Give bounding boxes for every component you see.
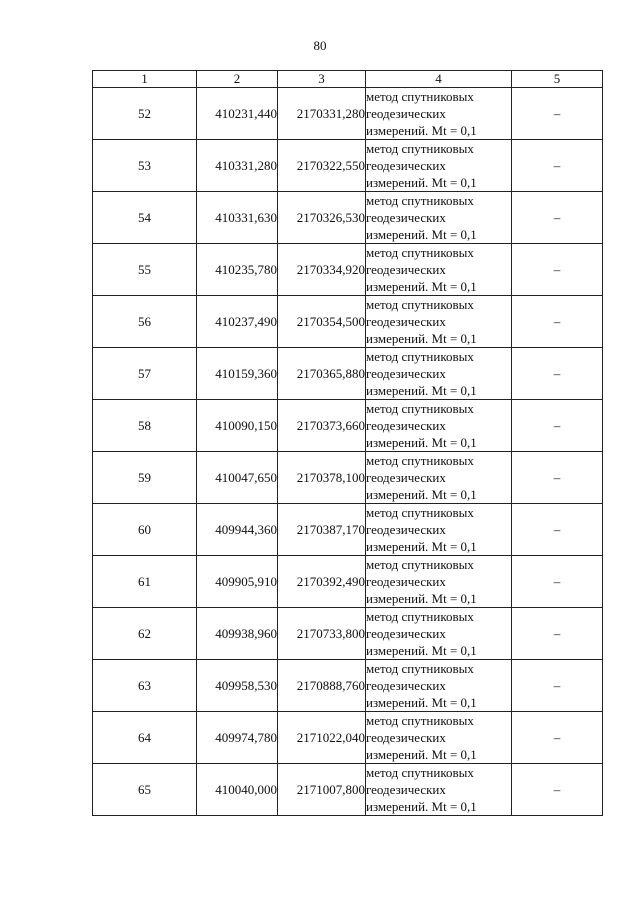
method-line-1: метод спутниковых xyxy=(366,349,474,364)
method-cell xyxy=(366,712,512,764)
method-line-2: геодезических xyxy=(366,782,446,797)
column-header-2: 2 xyxy=(197,71,278,88)
point-number: 57 xyxy=(93,348,197,400)
table-header-row xyxy=(93,71,603,88)
note-cell: – xyxy=(512,140,603,192)
method-cell xyxy=(366,348,512,400)
note-cell: – xyxy=(512,192,603,244)
method-line-3: измерений. Mt = 0,1 xyxy=(366,435,477,450)
coordinate-y: 2170354,500 xyxy=(278,296,366,348)
note-cell: – xyxy=(512,764,603,816)
coordinate-y: 2170888,760 xyxy=(278,660,366,712)
coordinate-y: 2171022,040 xyxy=(278,712,366,764)
point-number: 52 xyxy=(93,88,197,140)
point-number: 60 xyxy=(93,504,197,556)
table-row xyxy=(93,400,603,452)
coordinate-x: 409944,360 xyxy=(197,504,278,556)
method-line-2: геодезических xyxy=(366,366,446,381)
note-cell: – xyxy=(512,712,603,764)
point-number: 58 xyxy=(93,400,197,452)
method-line-3: измерений. Mt = 0,1 xyxy=(366,695,477,710)
note-cell: – xyxy=(512,556,603,608)
method-line-1: метод спутниковых xyxy=(366,765,474,780)
method-line-3: измерений. Mt = 0,1 xyxy=(366,539,477,554)
table-row xyxy=(93,452,603,504)
method-line-2: геодезических xyxy=(366,626,446,641)
column-header-4: 4 xyxy=(366,71,512,88)
point-number: 54 xyxy=(93,192,197,244)
method-line-2: геодезических xyxy=(366,574,446,589)
table-row xyxy=(93,348,603,400)
table-row xyxy=(93,764,603,816)
coordinate-x: 410237,490 xyxy=(197,296,278,348)
table-row xyxy=(93,140,603,192)
coordinate-x: 409938,960 xyxy=(197,608,278,660)
coordinate-x: 410331,280 xyxy=(197,140,278,192)
method-line-2: геодезических xyxy=(366,210,446,225)
method-cell xyxy=(366,140,512,192)
note-cell: – xyxy=(512,452,603,504)
note-cell: – xyxy=(512,400,603,452)
coordinates-table xyxy=(92,70,603,816)
coordinate-x: 410047,650 xyxy=(197,452,278,504)
point-number: 61 xyxy=(93,556,197,608)
method-line-2: геодезических xyxy=(366,106,446,121)
table-row xyxy=(93,192,603,244)
method-cell xyxy=(366,660,512,712)
method-line-1: метод спутниковых xyxy=(366,453,474,468)
table-row xyxy=(93,504,603,556)
note-cell: – xyxy=(512,504,603,556)
point-number: 62 xyxy=(93,608,197,660)
coordinate-x: 410090,150 xyxy=(197,400,278,452)
note-cell: – xyxy=(512,348,603,400)
method-line-2: геодезических xyxy=(366,158,446,173)
coordinate-x: 409905,910 xyxy=(197,556,278,608)
coordinate-y: 2170326,530 xyxy=(278,192,366,244)
note-cell: – xyxy=(512,244,603,296)
note-cell: – xyxy=(512,296,603,348)
method-cell xyxy=(366,296,512,348)
method-cell xyxy=(366,556,512,608)
table-row xyxy=(93,660,603,712)
point-number: 64 xyxy=(93,712,197,764)
coordinate-x: 409958,530 xyxy=(197,660,278,712)
method-line-3: измерений. Mt = 0,1 xyxy=(366,279,477,294)
method-line-3: измерений. Mt = 0,1 xyxy=(366,747,477,762)
method-line-1: метод спутниковых xyxy=(366,557,474,572)
coordinate-y: 2170387,170 xyxy=(278,504,366,556)
note-cell: – xyxy=(512,660,603,712)
page-number: 80 xyxy=(313,38,327,53)
method-cell xyxy=(366,608,512,660)
point-number: 59 xyxy=(93,452,197,504)
method-cell xyxy=(366,244,512,296)
method-line-1: метод спутниковых xyxy=(366,245,474,260)
method-cell xyxy=(366,88,512,140)
coordinate-x: 409974,780 xyxy=(197,712,278,764)
method-line-3: измерений. Mt = 0,1 xyxy=(366,227,477,242)
method-line-1: метод спутниковых xyxy=(366,661,474,676)
method-cell xyxy=(366,192,512,244)
method-line-1: метод спутниковых xyxy=(366,297,474,312)
method-cell xyxy=(366,504,512,556)
method-line-1: метод спутниковых xyxy=(366,609,474,624)
coordinate-y: 2170733,800 xyxy=(278,608,366,660)
method-line-1: метод спутниковых xyxy=(366,193,474,208)
method-line-2: геодезических xyxy=(366,418,446,433)
point-number: 65 xyxy=(93,764,197,816)
method-line-2: геодезических xyxy=(366,678,446,693)
column-header-3: 3 xyxy=(278,71,366,88)
column-header-1: 1 xyxy=(93,71,197,88)
method-cell xyxy=(366,764,512,816)
method-line-2: геодезических xyxy=(366,730,446,745)
table-row xyxy=(93,712,603,764)
table-row xyxy=(93,296,603,348)
method-line-3: измерений. Mt = 0,1 xyxy=(366,799,477,814)
method-cell xyxy=(366,452,512,504)
method-line-3: измерений. Mt = 0,1 xyxy=(366,331,477,346)
method-line-3: измерений. Mt = 0,1 xyxy=(366,643,477,658)
coordinate-x: 410331,630 xyxy=(197,192,278,244)
table-row xyxy=(93,244,603,296)
coordinate-y: 2171007,800 xyxy=(278,764,366,816)
table-row xyxy=(93,608,603,660)
coordinate-x: 410231,440 xyxy=(197,88,278,140)
method-line-1: метод спутниковых xyxy=(366,141,474,156)
method-line-2: геодезических xyxy=(366,470,446,485)
table-row xyxy=(93,88,603,140)
coordinate-y: 2170365,880 xyxy=(278,348,366,400)
coordinate-y: 2170378,100 xyxy=(278,452,366,504)
method-line-3: измерений. Mt = 0,1 xyxy=(366,487,477,502)
method-line-3: измерений. Mt = 0,1 xyxy=(366,175,477,190)
coordinate-y: 2170322,550 xyxy=(278,140,366,192)
coordinate-y: 2170392,490 xyxy=(278,556,366,608)
coordinate-y: 2170331,280 xyxy=(278,88,366,140)
method-line-2: геодезических xyxy=(366,262,446,277)
table-row xyxy=(93,556,603,608)
coordinate-y: 2170373,660 xyxy=(278,400,366,452)
coordinate-y: 2170334,920 xyxy=(278,244,366,296)
method-line-3: измерений. Mt = 0,1 xyxy=(366,383,477,398)
point-number: 56 xyxy=(93,296,197,348)
table-body xyxy=(93,88,603,816)
method-line-1: метод спутниковых xyxy=(366,89,474,104)
method-line-3: измерений. Mt = 0,1 xyxy=(366,591,477,606)
method-line-1: метод спутниковых xyxy=(366,505,474,520)
method-line-1: метод спутниковых xyxy=(366,401,474,416)
method-line-2: геодезических xyxy=(366,314,446,329)
method-cell xyxy=(366,400,512,452)
coordinate-x: 410235,780 xyxy=(197,244,278,296)
note-cell: – xyxy=(512,608,603,660)
coordinate-x: 410040,000 xyxy=(197,764,278,816)
method-line-3: измерений. Mt = 0,1 xyxy=(366,123,477,138)
note-cell: – xyxy=(512,88,603,140)
method-line-1: метод спутниковых xyxy=(366,713,474,728)
coordinate-x: 410159,360 xyxy=(197,348,278,400)
method-line-2: геодезических xyxy=(366,522,446,537)
column-header-5: 5 xyxy=(512,71,603,88)
point-number: 53 xyxy=(93,140,197,192)
point-number: 63 xyxy=(93,660,197,712)
point-number: 55 xyxy=(93,244,197,296)
